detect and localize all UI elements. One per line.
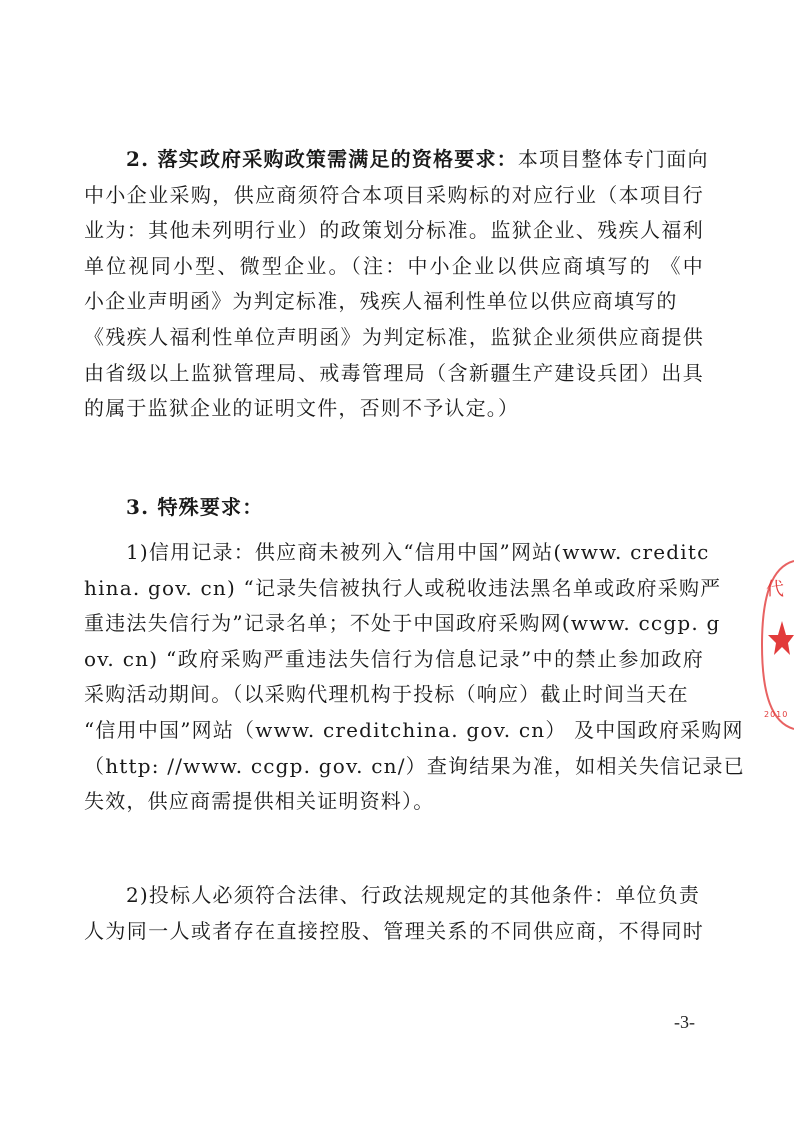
qualification-line: 单位视同小型、微型企业。（注：中小企业以供应商填写的 《中: [84, 253, 704, 278]
conditions-line: 人为同一人或者存在直接控股、管理关系的不同供应商，不得同时: [84, 918, 704, 943]
official-seal: [752, 555, 794, 735]
credit-line: ov. cn) “政府采购严重违法失信行为信息记录”中的禁止参加政府: [84, 646, 704, 671]
seal-star-icon: [768, 621, 794, 655]
qualification-line: 本项目整体专门面向: [517, 147, 709, 171]
special-requirements-heading-block: [84, 490, 704, 526]
seal-graphic: [752, 555, 794, 735]
credit-line: 重违法失信行为”记录名单；不处于中国政府采购网(www. ccgp. g: [84, 611, 721, 636]
other-conditions-item: [84, 878, 704, 949]
credit-line: 1)信用记录：供应商未被列入“信用中国”网站(www. creditc: [126, 540, 710, 564]
special-requirements-heading: 3. 特殊要求：: [126, 495, 264, 519]
credit-line: 失效，供应商需提供相关证明资料）。: [84, 789, 435, 814]
qualification-line: 《残疾人福利性单位声明函》为判定标准，监狱企业须供应商提供: [84, 324, 704, 349]
credit-line: 采购活动期间。（以采购代理机构于投标（响应）截止时间当天在: [84, 682, 689, 707]
qualification-line: 中小企业采购，供应商须符合本项目采购标的对应行业（本项目行: [84, 182, 704, 207]
credit-line: “信用中国”网站（www. creditchina. gov. cn） 及中国政府采购网: [84, 717, 744, 742]
qualification-line: 的属于监狱企业的证明文件，否则不予认定。）: [84, 396, 520, 421]
qualification-line: 小企业声明函》为判定标准，残疾人福利性单位以供应商填写的: [84, 289, 678, 314]
credit-record-item: [84, 535, 745, 820]
page-number: -3-: [674, 1012, 695, 1032]
qualification-paragraph: [84, 142, 709, 427]
qualification-line: 由省级以上监狱管理局、戒毒管理局（含新疆生产建设兵团）出具: [84, 360, 704, 385]
credit-line: hina. gov. cn) “记录失信被执行人或税收违法黑名单或政府采购严: [84, 575, 722, 600]
credit-line: （http: //www. ccgp. gov. cn/）查询结果为准，如相关失信记录已: [84, 753, 745, 778]
qualification-first-line: [84, 142, 709, 178]
conditions-line: 2)投标人必须符合法律、行政法规规定的其他条件：单位负责: [126, 883, 701, 907]
seal-text-top: 代: [766, 579, 784, 600]
seal-text-bottom: 2010: [764, 710, 789, 719]
qualification-heading: 2. 落实政府采购政策需满足的资格要求：: [126, 147, 518, 171]
qualification-line: 业为：其他未列明行业）的政策划分标准。监狱企业、残疾人福利: [84, 218, 704, 243]
